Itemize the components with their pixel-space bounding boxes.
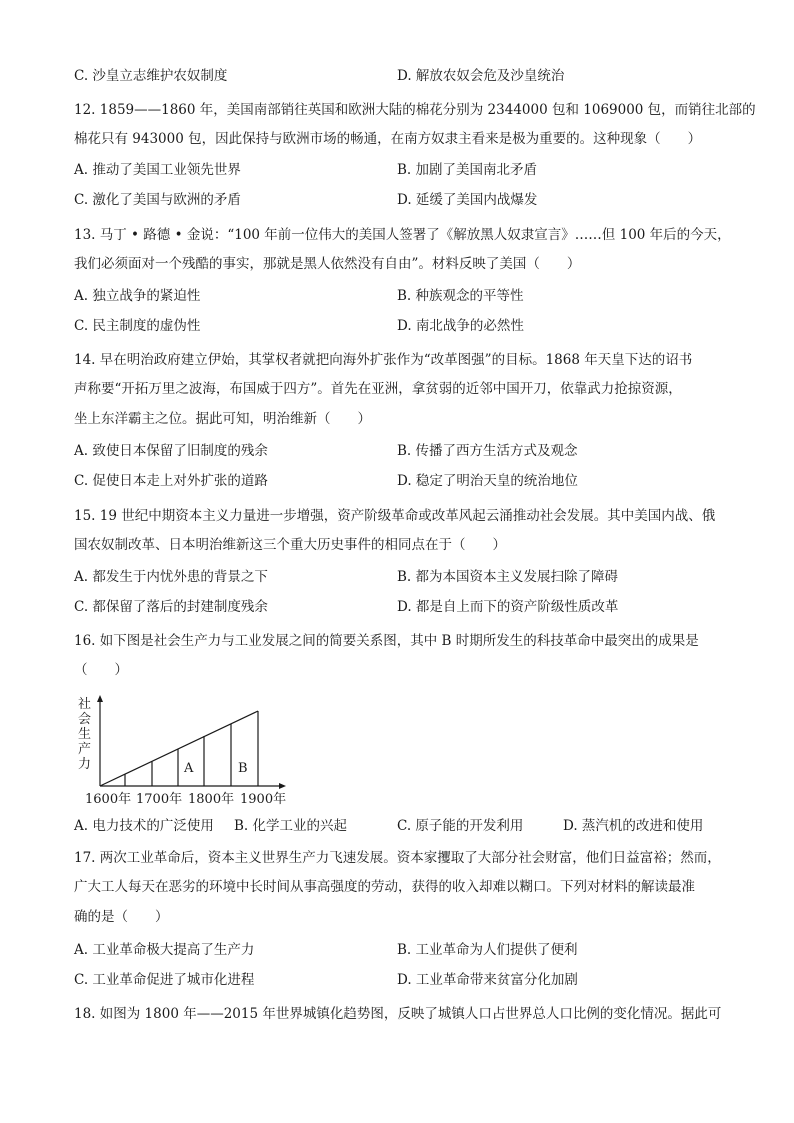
- q14-option-b: B. 传播了西方生活方式及观念: [397, 443, 578, 459]
- x-tick-1700: 1700年: [136, 792, 183, 806]
- y-label-char-1: 社: [78, 697, 92, 712]
- q18-stem-line1: 18. 如图为 1800 年——2015 年世界城镇化趋势图，反映了城镇人口占世界总人口比例的变化情况。据此可: [74, 1006, 722, 1022]
- q17-option-d: D. 工业革命带来贫富分化加剧: [397, 972, 578, 988]
- q12-option-d: D. 延缓了美国内战爆发: [397, 192, 538, 208]
- q11-option-d: D. 解放农奴会危及沙皇统治: [397, 68, 565, 84]
- q14-stem-line3: 坐上东洋霸主之位。据此可知，明治维新（ ）: [74, 411, 371, 427]
- q17-stem-line1: 17. 两次工业革命后，资本主义世界生产力飞速发展。资本家攫取了大部分社会财富，他们日益富裕；然而，: [74, 850, 721, 866]
- q15-stem-line2: 国农奴制改革、日本明治维新这三个重大历史事件的相同点在于（ ）: [74, 537, 506, 553]
- productivity-diagram: [76, 694, 296, 806]
- x-tick-1800: 1800年: [188, 792, 235, 806]
- q13-stem-line2: 我们必须面对一个残酷的事实，那就是黑人依然没有自由”。材料反映了美国（ ）: [74, 256, 581, 272]
- q15-option-a: A. 都发生于内忧外患的背景之下: [74, 569, 268, 585]
- period-b-label: B: [238, 761, 248, 776]
- q15-option-d: D. 都是自上而下的资产阶级性质改革: [397, 599, 619, 615]
- q14-option-a: A. 致使日本保留了旧制度的残余: [74, 443, 268, 459]
- q17-option-c: C. 工业革命促进了城市化进程: [74, 972, 255, 988]
- q14-stem-line2: 声称要“开拓万里之波海，布国威于四方”。首先在亚洲，拿贫弱的近邻中国开刀，依靠武力抢掠资源，: [74, 381, 682, 397]
- q16-option-c: C. 原子能的开发利用: [397, 818, 524, 834]
- q17-stem-line3: 确的是（ ）: [74, 909, 169, 925]
- q17-stem-line2: 广大工人每天在恶劣的环境中长时间从事高强度的劳动，获得的收入却难以糊口。下列对材料的解读最准: [74, 879, 695, 895]
- q17-option-a: A. 工业革命极大提高了生产力: [74, 942, 255, 958]
- q12-stem-line1: 12. 1859——1860 年，美国南部销往英国和欧洲大陆的棉花分别为 2344000 包和 1069000 包，而销往北部的: [74, 102, 756, 118]
- q16-option-d: D. 蒸汽机的改进和使用: [563, 818, 704, 834]
- q13-option-c: C. 民主制度的虚伪性: [74, 318, 201, 334]
- q12-option-c: C. 激化了美国与欧洲的矛盾: [74, 192, 241, 208]
- period-a-label: A: [184, 761, 194, 776]
- q13-stem-line1: 13. 马丁 • 路德 • 金说：“100 年前一位伟大的美国人签署了《解放黑人奴隶宣言》……但 100 年后的今天，: [74, 227, 731, 243]
- productivity-line: [100, 711, 258, 786]
- q16-option-b: B. 化学工业的兴起: [234, 818, 348, 834]
- q13-option-a: A. 独立战争的紧迫性: [74, 288, 201, 304]
- q14-option-d: D. 稳定了明治天皇的统治地位: [397, 473, 578, 489]
- q14-stem-line1: 14. 早在明治政府建立伊始，其掌权者就把向海外扩张作为“改革图强”的目标。1868 年天皇下达的诏书: [74, 352, 693, 368]
- q12-option-b: B. 加剧了美国南北矛盾: [397, 162, 538, 178]
- q16-stem-line1: 16. 如下图是社会生产力与工业发展之间的简要关系图，其中 B 时期所发生的科技革命中最突出的成果是: [74, 633, 699, 649]
- y-label-char-3: 生: [78, 727, 92, 742]
- q15-stem-line1: 15. 19 世纪中期资本主义力量进一步增强，资产阶级革命或改革风起云涌推动社会发展。其中美国内战、俄: [74, 508, 716, 524]
- y-label-char-4: 产: [78, 742, 92, 757]
- y-axis-arrow: [97, 695, 103, 702]
- x-tick-1900: 1900年: [240, 792, 287, 806]
- q11-option-c: C. 沙皇立志维护农奴制度: [74, 68, 228, 84]
- y-label-char-5: 力: [78, 757, 92, 772]
- q13-option-b: B. 种族观念的平等性: [397, 288, 524, 304]
- q16-option-a: A. 电力技术的广泛使用: [74, 818, 214, 834]
- q15-option-b: B. 都为本国资本主义发展扫除了障碍: [397, 569, 619, 585]
- q13-option-d: D. 南北战争的必然性: [397, 318, 524, 334]
- y-label-char-2: 会: [78, 712, 92, 727]
- q12-option-a: A. 推动了美国工业领先世界: [74, 162, 241, 178]
- q17-option-b: B. 工业革命为人们提供了便利: [397, 942, 578, 958]
- q16-stem-line2: （ ）: [74, 662, 128, 678]
- x-axis-arrow: [279, 783, 286, 789]
- q14-option-c: C. 促使日本走上对外扩张的道路: [74, 473, 268, 489]
- x-tick-1600: 1600年: [85, 792, 132, 806]
- q12-stem-line2: 棉花只有 943000 包，因此保持与欧洲市场的畅通，在南方奴隶主看来是极为重要的。这种现象（ ）: [74, 131, 702, 147]
- q15-option-c: C. 都保留了落后的封建制度残余: [74, 599, 268, 615]
